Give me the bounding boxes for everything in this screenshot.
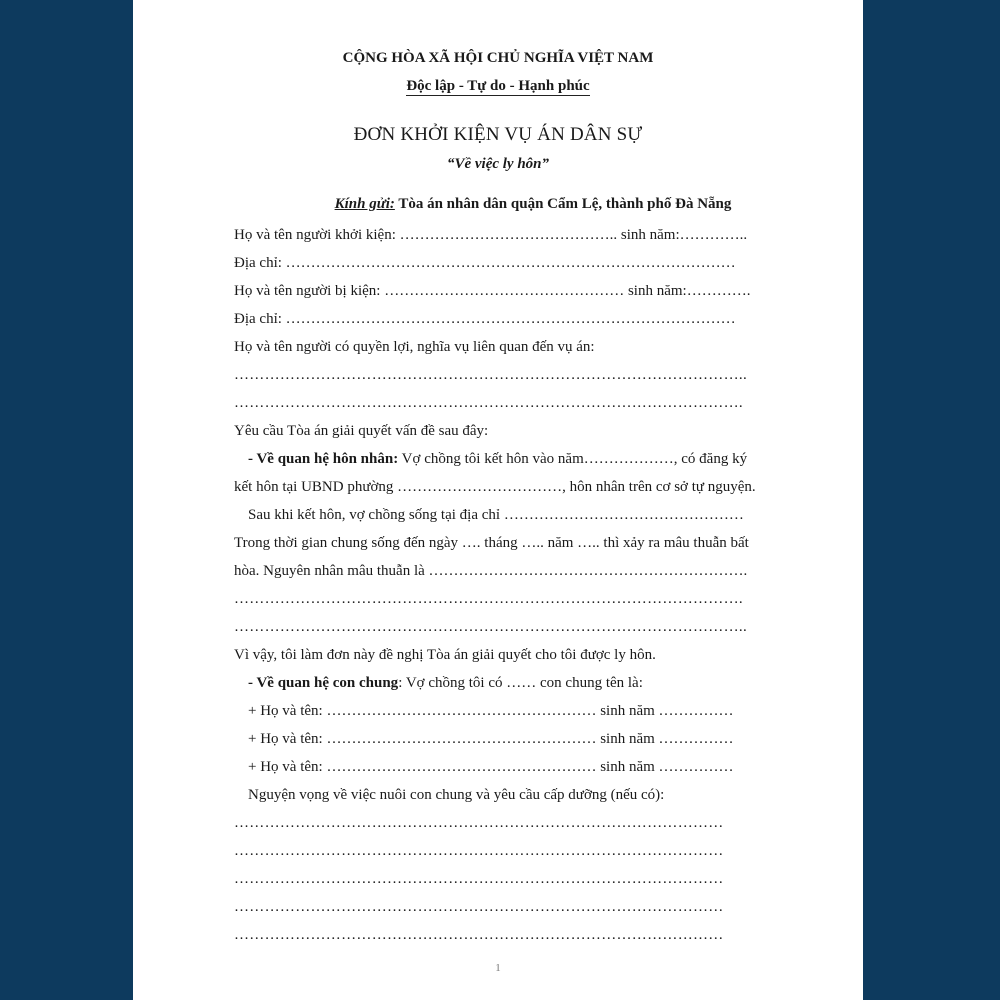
children-relation-text: : Vợ chồng tôi có …… con chung tên là:: [398, 675, 643, 691]
marriage-registration-line: kết hôn tại UBND phường ……………………………, hôn nhân trên cơ sở tự nguyện.: [234, 479, 756, 495]
document-title: ĐƠN KHỞI KIỆN VỤ ÁN DÂN SỰ: [353, 124, 643, 145]
custody-blank-5: ……………………………………………………………………………………: [234, 927, 724, 943]
defendant-name-line: Họ và tên người bị kiện: ………………………………………… sinh năm:………….: [234, 283, 751, 299]
divorce-request-line: Vì vậy, tôi làm đơn này đề nghị Tòa án giải quyết cho tôi được ly hôn.: [234, 647, 656, 663]
custody-blank-4: ……………………………………………………………………………………: [234, 899, 724, 915]
greeting-label: Kính gửi:: [334, 196, 395, 212]
conflict-blank-1: ……………………………………………………………………………………….: [234, 591, 743, 607]
greeting-recipient: Tòa án nhân dân quận Cẩm Lệ, thành phố Đà Nẵng: [394, 196, 732, 212]
child-2-line: + Họ và tên: ……………………………………………… sinh năm ……………: [248, 731, 734, 747]
defendant-address-line: Địa chỉ: ………………………………………………………………………………: [234, 311, 736, 327]
related-party-line: Họ và tên người có quyền lợi, nghĩa vụ liên quan đến vụ án:: [234, 339, 595, 355]
related-party-blank-1: ………………………………………………………………………………………..: [234, 367, 747, 383]
request-intro-line: Yêu cầu Tòa án giải quyết vấn đề sau đây:: [234, 423, 489, 439]
greeting-line: [203, 196, 863, 213]
conflict-date-line: Trong thời gian chung sống đến ngày …. tháng ….. năm ….. thì xảy ra mâu thuẫn bất: [234, 535, 749, 551]
child-3-line: + Họ và tên: ……………………………………………… sinh năm ……………: [248, 759, 734, 775]
document-subtitle: “Về việc ly hôn”: [446, 156, 550, 172]
custody-blank-2: ……………………………………………………………………………………: [234, 843, 724, 859]
children-relation-line: [248, 674, 643, 692]
page-number: 1: [495, 962, 501, 974]
custody-blank-1: ……………………………………………………………………………………: [234, 815, 724, 831]
motto-text: Độc lập - Tự do - Hạnh phúc: [406, 78, 590, 94]
nation-heading: CỘNG HÒA XÃ HỘI CHỦ NGHĨA VIỆT NAM: [342, 50, 654, 66]
residence-line: Sau khi kết hôn, vợ chồng sống tại địa chỉ …………………………………………: [248, 507, 744, 523]
marriage-relation-label: - Về quan hệ hôn nhân:: [248, 451, 399, 467]
custody-wish-line: Nguyện vọng về việc nuôi con chung và yêu cầu cấp dưỡng (nếu có):: [248, 787, 665, 803]
motto-heading: [133, 78, 863, 95]
custody-blank-3: ……………………………………………………………………………………: [234, 871, 724, 887]
conflict-cause-line: hòa. Nguyên nhân mâu thuẫn là ……………………………………………………….: [234, 563, 748, 579]
marriage-relation-text: Vợ chồng tôi kết hôn vào năm………………, có đăng ký: [398, 451, 748, 467]
conflict-blank-2: ………………………………………………………………………………………..: [234, 619, 747, 635]
document-page: [133, 0, 863, 1000]
child-1-line: + Họ và tên: ……………………………………………… sinh năm ……………: [248, 703, 734, 719]
children-relation-label: - Về quan hệ con chung: [248, 675, 399, 691]
plaintiff-address-line: Địa chỉ: ………………………………………………………………………………: [234, 255, 736, 271]
related-party-blank-2: ……………………………………………………………………………………….: [234, 395, 743, 411]
marriage-relation-line: [248, 450, 747, 468]
plaintiff-name-line: Họ và tên người khởi kiện: …………………………………….. sinh năm:…………..: [234, 227, 748, 243]
